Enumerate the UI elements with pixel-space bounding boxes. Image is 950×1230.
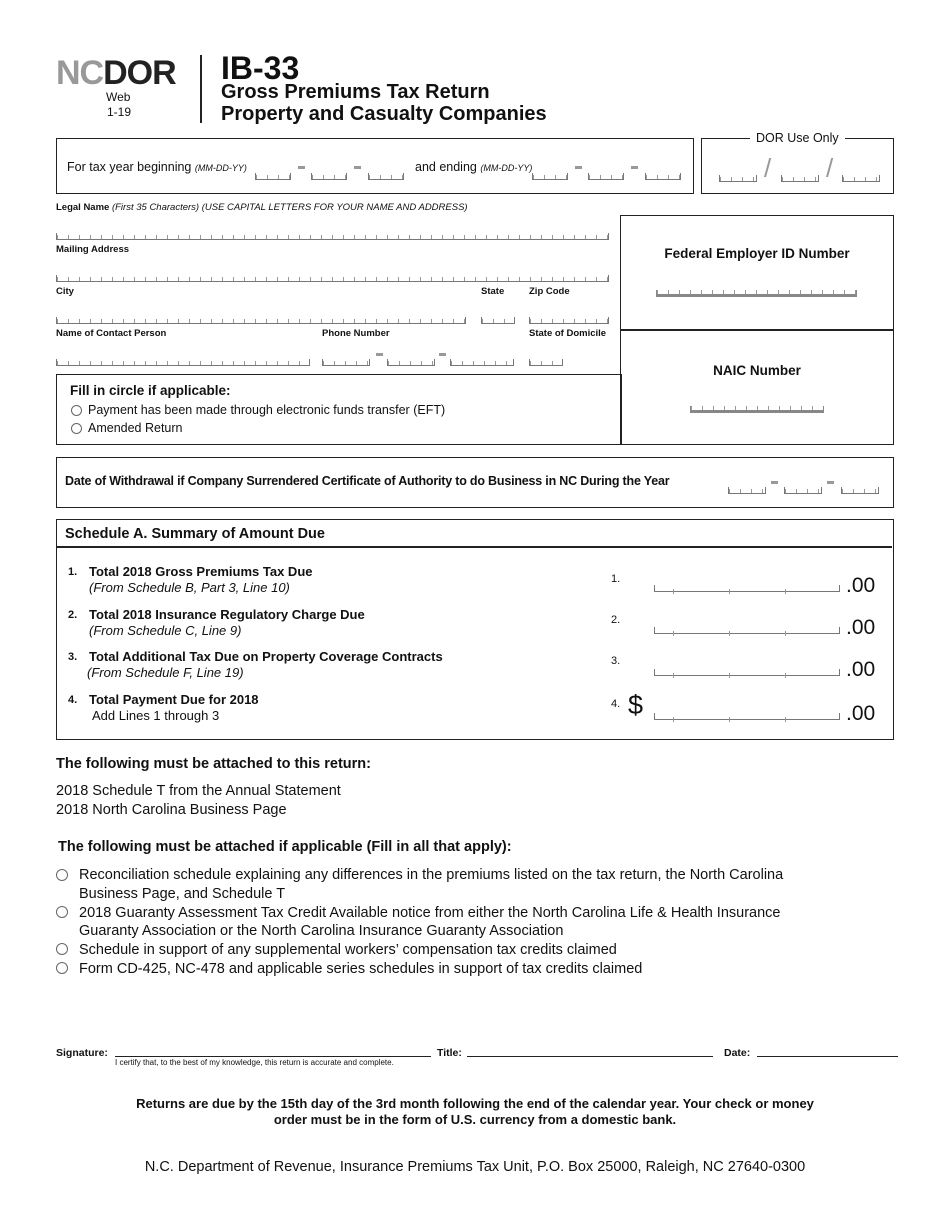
dor-field-3 [842, 175, 880, 182]
line-cents: .00 [846, 616, 876, 639]
line-number: 4. [68, 694, 78, 706]
logo-nc: NC [56, 54, 104, 92]
line-number: 1. [68, 566, 78, 578]
withdrawal-mm-input[interactable] [728, 487, 766, 494]
line-2-amount-input[interactable] [654, 627, 840, 634]
optional-item-line1: Schedule in support of any supplemental workers’ compensation tax credits claimed [79, 942, 617, 958]
dash [354, 166, 361, 169]
line-title: Total Additional Tax Due on Property Coverage Contracts [89, 649, 443, 664]
line-4-amount-input[interactable] [654, 713, 840, 720]
required-item: 2018 North Carolina Business Page [56, 802, 287, 818]
form-number: IB-33 [221, 50, 300, 86]
contact-input[interactable] [56, 359, 310, 366]
dollar-sign: $ [628, 690, 644, 720]
line-subtitle: (From Schedule F, Line 19) [87, 665, 244, 680]
schedule-a-divider [57, 546, 892, 548]
end-yy-input[interactable] [645, 173, 681, 180]
phone-area-input[interactable] [322, 359, 370, 366]
naic-input[interactable] [690, 406, 824, 413]
due-notice-line2: order must be in the form of U.S. currency from a domestic bank. [273, 1112, 677, 1127]
dor-use-label: DOR Use Only [750, 131, 845, 145]
eft-radio[interactable] [71, 405, 82, 416]
signature-line[interactable] [115, 1056, 431, 1057]
circle-options-box [56, 374, 622, 445]
line-cents: .00 [846, 574, 876, 597]
begin-yy-input[interactable] [368, 173, 404, 180]
phone-line-input[interactable] [450, 359, 514, 366]
state-label: State [481, 286, 505, 297]
slash: / [826, 153, 834, 183]
withdrawal-box [56, 457, 894, 508]
reconciliation-checkbox[interactable] [56, 869, 68, 881]
zip-label: Zip Code [529, 286, 570, 297]
dash [298, 166, 305, 169]
begin-mm-input[interactable] [255, 173, 291, 180]
line-subtitle: (From Schedule B, Part 3, Line 10) [89, 580, 290, 595]
title-label: Title: [437, 1047, 462, 1059]
dash [771, 481, 778, 484]
fein-box [620, 215, 894, 331]
tax-year-box [56, 138, 694, 194]
form-title-line2: Property and Casualty Companies [221, 103, 547, 125]
line-cents: .00 [846, 702, 876, 725]
optional-item-line1: 2018 Guaranty Assessment Tax Credit Available notice from either the North Carolina Life & Health Insurance [79, 905, 781, 921]
form-title-line1: Gross Premiums Tax Return [221, 81, 490, 103]
withdrawal-yy-input[interactable] [841, 487, 879, 494]
cd425-checkbox[interactable] [56, 962, 68, 974]
logo-dor: DOR [103, 54, 176, 92]
line-title: Total 2018 Gross Premiums Tax Due [89, 564, 313, 579]
zip-input[interactable] [529, 317, 609, 324]
line-subtitle: (From Schedule C, Line 9) [89, 623, 242, 638]
date-line[interactable] [757, 1056, 898, 1057]
required-attachments-heading: The following must be attached to this return: [56, 756, 371, 772]
line-number: 3. [68, 651, 78, 663]
begin-dd-input[interactable] [311, 173, 347, 180]
naic-box [620, 329, 894, 445]
ncdor-logo [56, 54, 176, 93]
phone-label: Phone Number [322, 328, 390, 339]
withdrawal-dd-input[interactable] [784, 487, 822, 494]
dor-field-2 [781, 175, 819, 182]
line-ref: 4. [611, 698, 621, 710]
eft-label: Payment has been made through electronic funds transfer (EFT) [88, 403, 446, 417]
due-notice-line1: Returns are due by the 15th day of the 3rd month following the end of the calendar year. Your check or money [136, 1096, 814, 1111]
title-line[interactable] [467, 1056, 713, 1057]
contact-label: Name of Contact Person [56, 328, 167, 339]
certify-text: I certify that, to the best of my knowledge, this return is accurate and complete. [115, 1058, 394, 1067]
signature-label: Signature: [56, 1047, 108, 1059]
web-label: Web [106, 90, 131, 104]
optional-attachments-heading: The following must be attached if applicable (Fill in all that apply): [58, 839, 512, 855]
slash: / [764, 153, 772, 183]
city-input[interactable] [56, 317, 466, 324]
dash [439, 353, 446, 356]
optional-item-line1: Form CD-425, NC-478 and applicable series schedules in support of tax credits claimed [79, 961, 643, 977]
phone-prefix-input[interactable] [387, 359, 435, 366]
tax-year-ending-label: and ending (MM-DD-YY) [415, 160, 533, 174]
dash [827, 481, 834, 484]
dash [376, 353, 383, 356]
dash [575, 166, 582, 169]
workers-comp-checkbox[interactable] [56, 943, 68, 955]
optional-item-line1: Reconciliation schedule explaining any differences in the premiums listed on the tax return, the North Carolina [79, 867, 784, 883]
amended-radio[interactable] [71, 423, 82, 434]
legal-name-input[interactable] [56, 233, 609, 240]
fein-input[interactable] [656, 290, 857, 297]
line-3-amount-input[interactable] [654, 669, 840, 676]
naic-label: NAIC Number [713, 363, 801, 378]
line-cents: .00 [846, 658, 876, 681]
required-item: 2018 Schedule T from the Annual Statement [56, 783, 341, 799]
schedule-a-title: Schedule A. Summary of Amount Due [65, 526, 325, 542]
line-title: Total Payment Due for 2018 [89, 692, 259, 707]
version-label: 1-19 [107, 105, 132, 119]
line-ref: 1. [611, 573, 621, 585]
date-label: Date: [724, 1047, 751, 1059]
end-dd-input[interactable] [588, 173, 624, 180]
header-divider [200, 55, 202, 123]
dor-use-box [701, 131, 894, 194]
mailing-address-footer: N.C. Department of Revenue, Insurance Premiums Tax Unit, P.O. Box 25000, Raleigh, NC 27640-0300 [144, 1159, 806, 1175]
optional-item-line2: Guaranty Association or the North Carolina Insurance Guaranty Association [79, 923, 564, 939]
line-subtitle: Add Lines 1 through 3 [92, 708, 220, 723]
withdrawal-label: Date of Withdrawal if Company Surrendered Certificate of Authority to do Business in NC During the Year [65, 474, 670, 488]
line-ref: 2. [611, 614, 621, 626]
line-1-amount-input[interactable] [654, 585, 840, 592]
optional-item-line2: Business Page, and Schedule T [79, 886, 286, 902]
domicile-label: State of Domicile [529, 328, 607, 339]
tax-year-beginning-label: For tax year beginning (MM-DD-YY) [67, 160, 247, 174]
dash [631, 166, 638, 169]
line-number: 2. [68, 609, 78, 621]
legal-name-label: Legal Name (First 35 Characters) (USE CAPITAL LETTERS FOR YOUR NAME AND ADDRESS) [56, 202, 468, 213]
guaranty-checkbox[interactable] [56, 906, 68, 918]
line-title: Total 2018 Insurance Regulatory Charge Due [89, 607, 365, 622]
circle-heading: Fill in circle if applicable: [70, 383, 231, 398]
city-label: City [56, 286, 74, 297]
dor-field-1 [719, 175, 757, 182]
state-input[interactable] [481, 317, 515, 324]
amended-label: Amended Return [88, 421, 183, 435]
end-mm-input[interactable] [532, 173, 568, 180]
domicile-input[interactable] [529, 359, 563, 366]
mailing-address-label: Mailing Address [56, 244, 130, 255]
line-ref: 3. [611, 655, 621, 667]
mailing-address-input[interactable] [56, 275, 609, 282]
fein-label: Federal Employer ID Number [664, 246, 850, 261]
